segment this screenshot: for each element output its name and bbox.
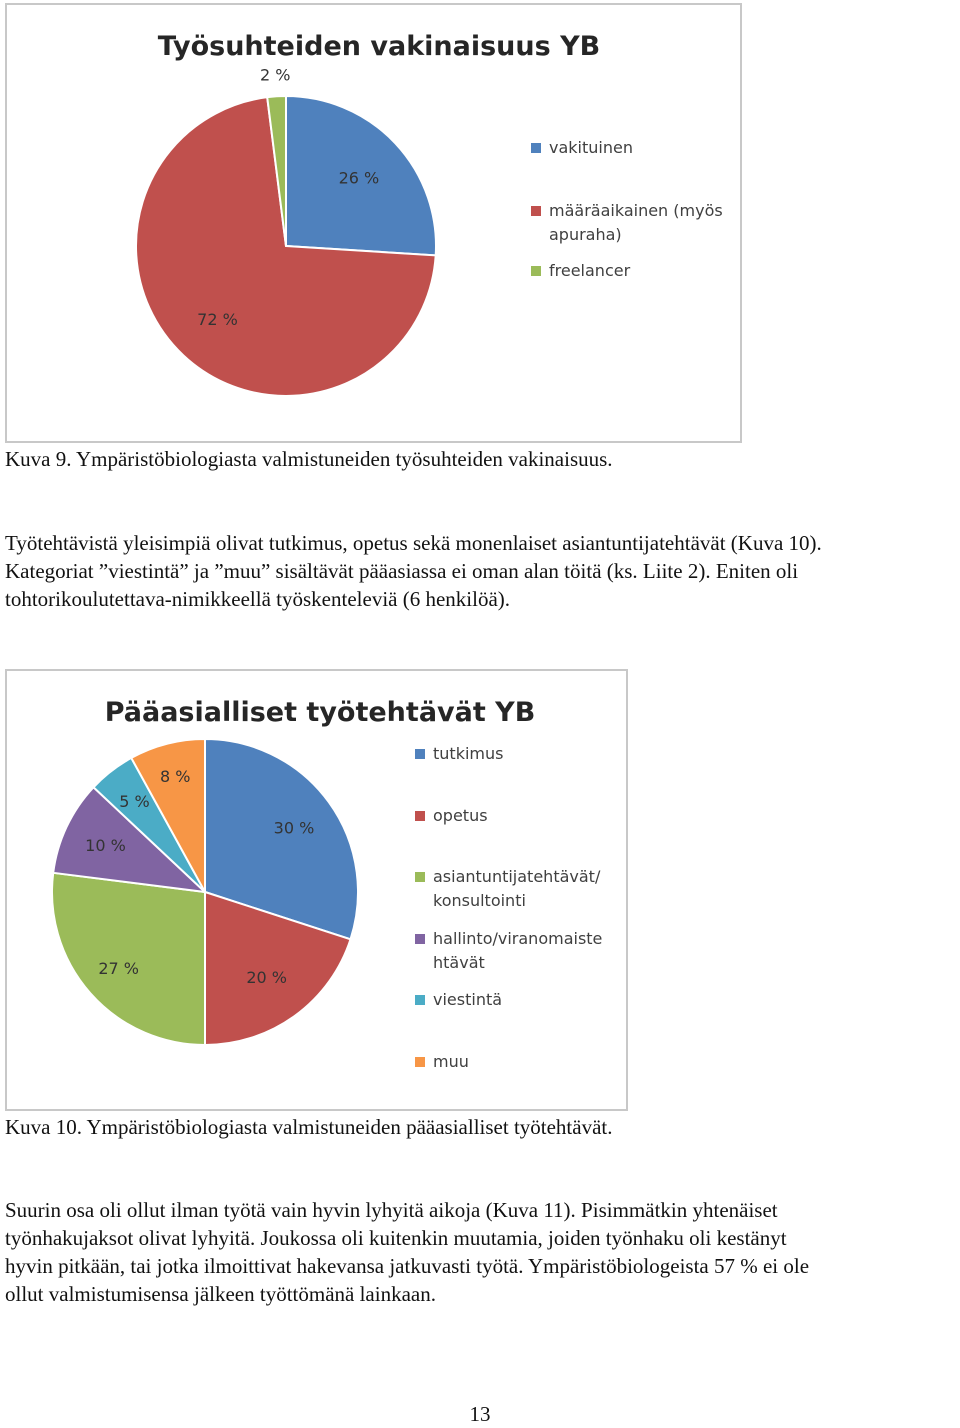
pie-slice-label: 5 % (119, 792, 150, 812)
legend-swatch (415, 995, 425, 1005)
chart-employment-permanence (5, 3, 742, 443)
legend-label: htävät (433, 953, 485, 972)
pie-chart-1 (7, 5, 742, 443)
paragraph-line: ollut valmistumisensa jälkeen työttömänä lainkaan. (5, 1282, 436, 1306)
chart-title: Työsuhteiden vakinaisuus YB (157, 31, 601, 62)
page-number: 13 (469, 1402, 491, 1426)
pie-slice-label: 30 % (273, 818, 315, 838)
legend-label: freelancer (549, 261, 631, 280)
legend-swatch (415, 1057, 425, 1067)
pie-slice-label: 10 % (85, 836, 126, 856)
legend-label: konsultointi (433, 891, 526, 910)
figure-10-caption: Kuva 10. Ympäristöbiologiasta valmistuneiden pääasialliset työtehtävät. (5, 1115, 613, 1139)
pie-slice-label: 20 % (246, 967, 288, 987)
legend-label: hallinto/viranomaiste (433, 929, 603, 948)
legend-label: vakituinen (549, 138, 633, 157)
pie-slice-label: 2 % (259, 65, 291, 85)
pie-slice-label: 27 % (98, 959, 140, 979)
legend-swatch (531, 143, 541, 153)
pie-slice-label: 72 % (197, 309, 238, 329)
paragraph-line: Suurin osa oli ollut ilman työtä vain hyvin lyhyitä aikoja (Kuva 11). Pisimmätkin yhtenäiset (5, 1198, 778, 1222)
legend-swatch (415, 811, 425, 821)
paragraph-line: Työtehtävistä yleisimpiä olivat tutkimus, opetus sekä monenlaiset asiantuntijatehtävät (Kuva 10). (5, 531, 822, 555)
legend-label: viestintä (433, 990, 503, 1009)
paragraph-line: tohtorikoulutettava-nimikkeellä työskenteleviä (6 henkilöä). (5, 587, 511, 611)
legend-label: muu (433, 1052, 469, 1071)
chart-main-work-tasks (5, 669, 628, 1111)
legend-swatch (531, 206, 541, 216)
pie-slice-label: 8 % (159, 766, 191, 786)
legend-label: tutkimus (433, 744, 504, 763)
legend-swatch (415, 872, 425, 882)
pie-chart-2 (7, 671, 628, 1111)
legend-label: määräaikainen (myös (549, 201, 723, 220)
legend-label: apuraha) (549, 225, 622, 244)
paragraph-line: työnhakujaksot olivat lyhyitä. Joukossa oli kuitenkin muutamia, joiden työnhaku oli kestänyt (5, 1226, 787, 1250)
legend-swatch (531, 266, 541, 276)
paragraph-line: Kategoriat ”viestintä” ja ”muu” sisältävät pääasiassa ei oman alan töitä (ks. Liite 2). Eniten oli (5, 559, 799, 583)
figure-9-caption: Kuva 9. Ympäristöbiologiasta valmistuneiden työsuhteiden vakinaisuus. (5, 447, 613, 471)
legend-swatch (415, 934, 425, 944)
legend-label: asiantuntijatehtävät/ (433, 867, 601, 886)
paragraph-line: hyvin pitkään, tai jotka ilmoittivat hakevansa jatkuvasti työtä. Ympäristöbiologeista 57 % ei ole (5, 1254, 810, 1278)
legend-swatch (415, 749, 425, 759)
pie-slice-label: 26 % (338, 168, 380, 188)
legend-label: opetus (433, 806, 488, 825)
chart-title: Pääasialliset työtehtävät YB (104, 697, 536, 728)
